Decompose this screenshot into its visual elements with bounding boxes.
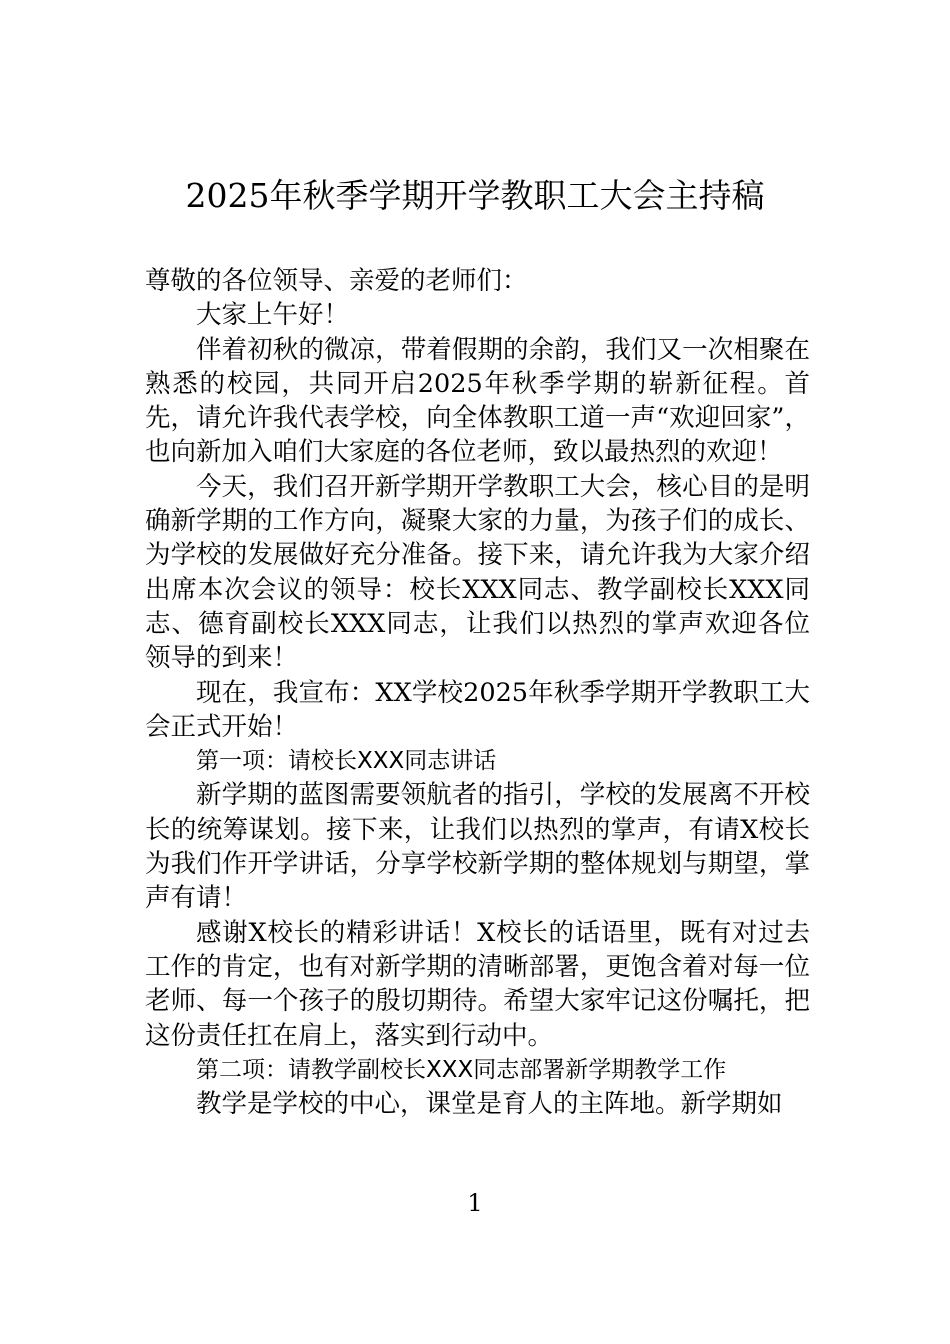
- document-body: [145, 264, 810, 1121]
- paragraph-principal-thanks: 感谢X校长的精彩讲话！X校长的话语里，既有对过去工作的肯定，也有对新学期的清晰部署，更饱含着对每一位老师、每一个孩子的殷切期待。希望大家牢记这份嘱托，把这份责任扛在肩上，落实到行动中。: [145, 917, 810, 1051]
- paragraph-principal-intro: 新学期的蓝图需要领航者的指引，学校的发展离不开校长的统筹谋划。接下来，让我们以热烈的掌声，有请X校长为我们作开学讲话，分享学校新学期的整体规划与期望，掌声有请！: [145, 780, 810, 914]
- item-heading-2: 第二项：请教学副校长XXX同志部署新学期教学工作: [196, 1056, 727, 1083]
- paragraph-teaching-intro: 教学是学校的中心，课堂是育人的主阵地。新学期如: [196, 1089, 783, 1120]
- paragraph-purpose: 今天，我们召开新学期开学教职工大会，核心目的是明确新学期的工作方向，凝聚大家的力量，为孩子们的成长、为学校的发展做好充分准备。接下来，请允许我为大家介绍出席本次会议的领导：校长XXX同志、教学副校长XXX同志、德育副校长XXX同志，让我们以热烈的掌声欢迎各位领导的到来！: [145, 471, 810, 674]
- paragraph-opening: 现在，我宣布：XX学校2025年秋季学期开学教职工大会正式开始！: [145, 677, 810, 742]
- page-number: 1: [467, 1189, 483, 1217]
- paragraph-welcome: 伴着初秋的微凉，带着假期的余韵，我们又一次相聚在熟悉的校园，共同开启2025年秋季学期的崭新征程。首先，请允许我代表学校，向全体教职工道一声“欢迎回家”，也向新加入咱们大家庭的各位老师，致以最热烈的欢迎！: [145, 334, 810, 468]
- paragraph-greeting: 大家上午好！: [196, 300, 350, 331]
- item-heading-1: 第一项：请校长XXX同志讲话: [196, 748, 497, 775]
- salutation: 尊敬的各位领导、亲爱的老师们：: [145, 266, 528, 296]
- document-title: 2025年秋季学期开学教职工大会主持稿: [185, 176, 765, 215]
